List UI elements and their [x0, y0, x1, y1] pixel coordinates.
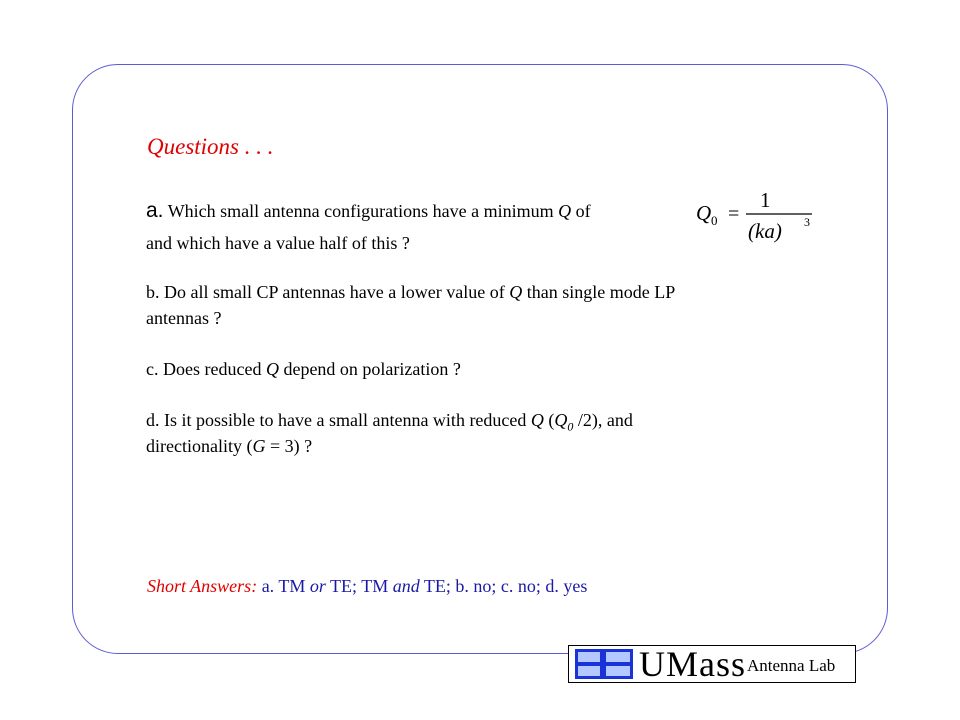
formula-numerator: 1: [760, 188, 771, 212]
short-answers-label: Short Answers: [147, 576, 252, 596]
q0-formula: [694, 186, 824, 248]
slide-title: Questions . . .: [147, 134, 274, 159]
formula-exponent: 3: [804, 215, 810, 229]
formula-denominator: (ka): [748, 219, 782, 243]
formula-eq: =: [728, 203, 740, 225]
logo-umass-text: UMass: [639, 644, 747, 684]
question-a-line1: a. Which small antenna configurations have a minimum Q of: [146, 199, 591, 222]
logo-grid-icon: [575, 649, 633, 679]
formula-lhs: Q: [696, 201, 712, 225]
question-d-line1: d. Is it possible to have a small antenna with reduced Q ($Q_0$ /2), and: [146, 410, 633, 434]
logo-lab-text: Antenna Lab: [747, 656, 836, 675]
question-a-line2: and which have a value half of this ?: [146, 233, 410, 253]
question-c: c. Does reduced Q depend on polarization ?: [146, 359, 461, 379]
short-answers: Short Answers: a. TM or TE; TM and TE; b. no; c. no; d. yes: [147, 576, 588, 596]
umass-antenna-lab-logo: [568, 645, 856, 683]
question-b-line2: antennas ?: [146, 308, 222, 328]
question-a-letter: a.: [146, 199, 164, 222]
formula-lhs-sub: 0: [711, 213, 718, 228]
question-d-line2: directionality (G = 3) ?: [146, 436, 313, 456]
question-b-line1: b. Do all small CP antennas have a lower value of Q than single mode LP: [146, 282, 676, 302]
